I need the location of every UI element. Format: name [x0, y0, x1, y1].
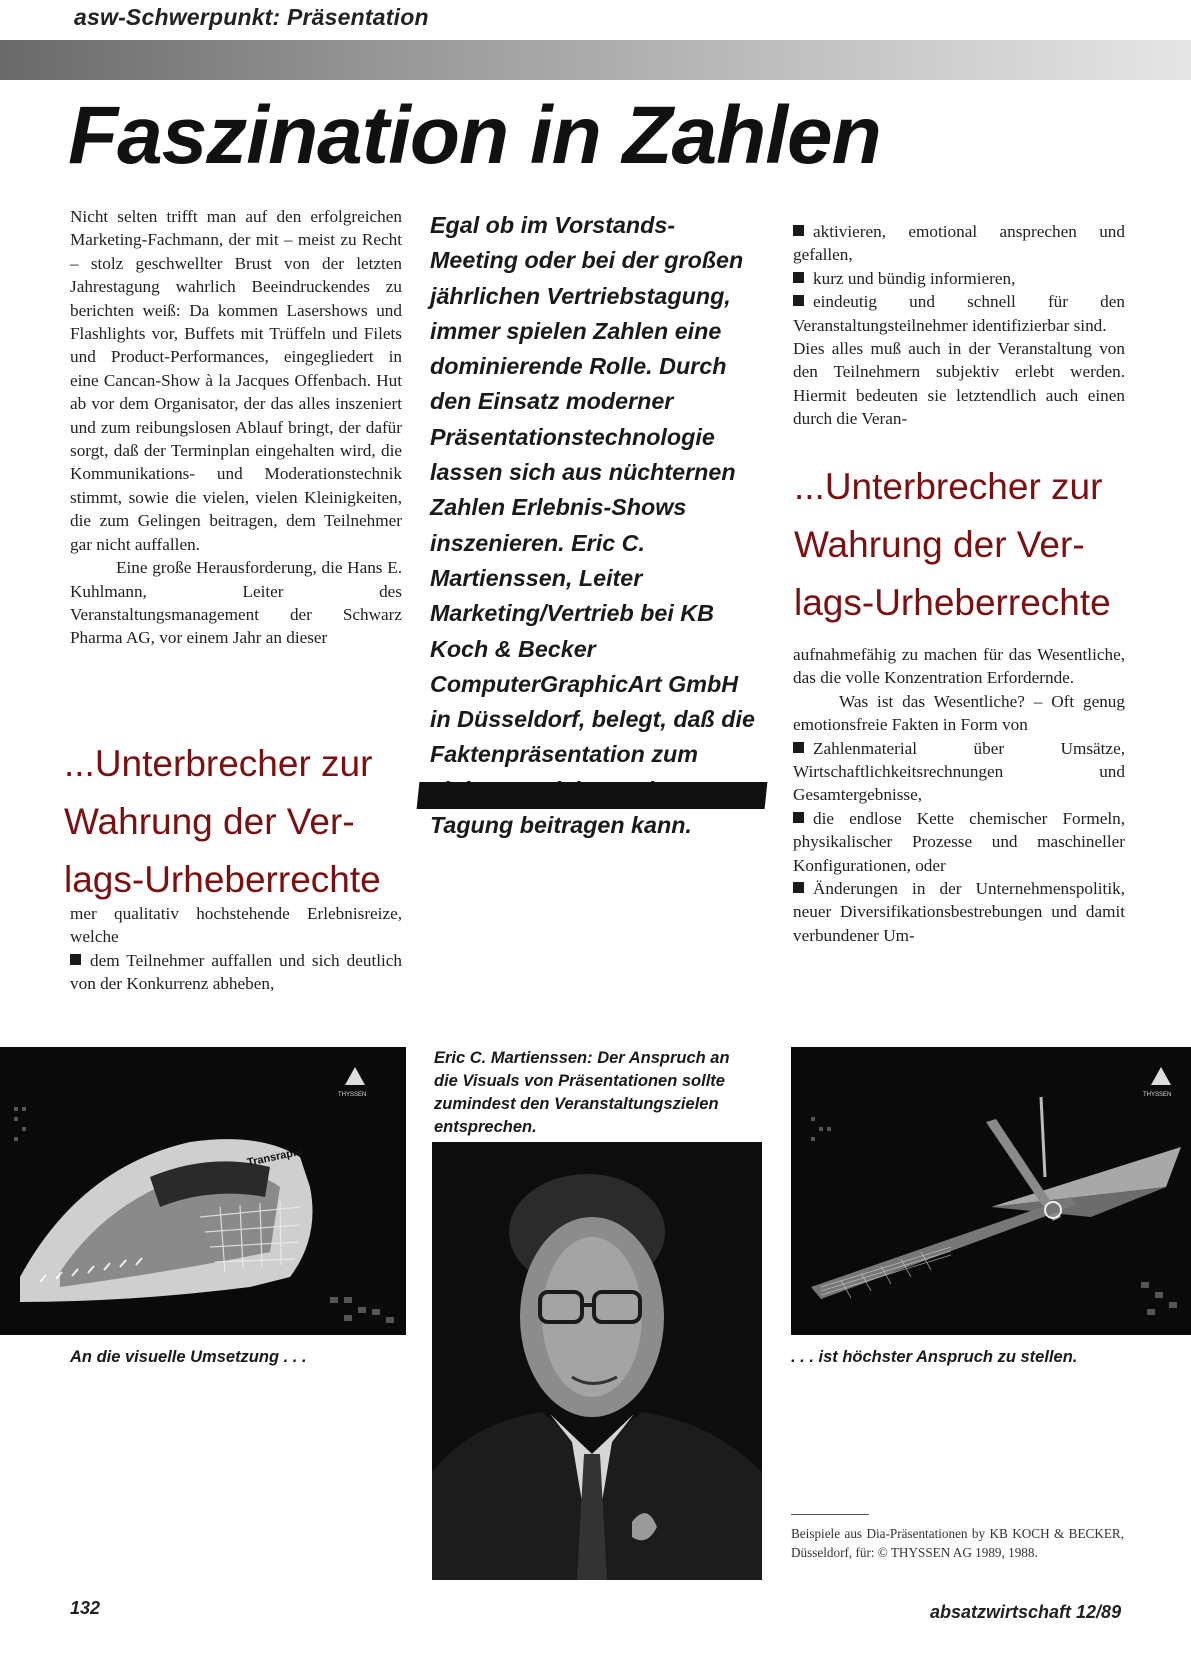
- col3-bullet-1: aktivieren, emotional ansprechen und gefallen,: [793, 222, 1125, 265]
- col3-paragraph-1: Dies alles muß auch in der Veranstaltung von den Teilnehmern subjektiv erlebt werden. Hiermit bedeuten sie letztendlich auch einen durch die Veran-: [793, 339, 1125, 429]
- col3-bullet-2: kurz und bündig informieren,: [793, 267, 1125, 290]
- image-credit: Beispiele aus Dia-Präsentationen by KB KOCH & BECKER, Düsseldorf, für: © THYSSEN AG 1989, 1988.: [791, 1526, 1124, 1560]
- section-kicker: asw-Schwerpunkt: Präsentation: [74, 4, 429, 30]
- portrait-caption: Eric C. Martienssen: Der Anspruch an die Visuals von Präsentationen sollte zumindest den Veranstaltungszielen entsprechen.: [434, 1049, 730, 1136]
- bullet-square-icon: [793, 225, 804, 236]
- transrapid-label: Transrapid: [246, 1145, 304, 1169]
- bullet-square-icon: [793, 812, 804, 823]
- magazine-issue: absatzwirtschaft 12/89: [930, 1602, 1122, 1622]
- abstract-illustration: [791, 1047, 1191, 1335]
- thyssen-logo-text: THYSSEN: [338, 1092, 367, 1098]
- abstract-slide-image: [791, 1047, 1191, 1335]
- transrapid-slide-image: [0, 1047, 406, 1335]
- col3-bullet-6: Änderungen in der Unternehmenspolitik, neuer Diversifikationsbestrebungen und damit verbundener Um-: [793, 879, 1125, 945]
- bullet-square-icon: [793, 742, 804, 753]
- col1-paragraph-1: Nicht selten trifft man auf den erfolgreichen Marketing-Fachmann, der mit – meist zu Recht – stolz geschwellter Brust von der letzten Jahrestagung wahrlich Beeindruckendes zu berichten weiß: Da kommen Lasershows und Flashlights vor, Buffets mit Trüffeln und Filets und Product-Performances, eingegliedert in eine Cancan-Show à la Jacques Offenbach. Hut ab vor dem Organisator, der das alles inszeniert und zum reibungslosen Ablauf bringt, der dafür sorgt, daß der Terminplan eingehalten wird, die Kommunikations- und Moderationstechnik stimmt, sowie die vielen, vielen Kleinigkeiten, die zum Gelingen beitragen, dem Teilnehmer gar nicht auffallen.: [70, 207, 402, 554]
- col1-paragraph-3: mer qualitativ hochstehende Erlebnisreize, welche: [70, 904, 402, 947]
- bullet-square-icon: [793, 882, 804, 893]
- thyssen-logo-text: THYSSEN: [1143, 1092, 1172, 1098]
- bullet-square-icon: [793, 272, 804, 283]
- col3-bullet-5: die endlose Kette chemischer Formeln, physikalischer Prozesse und maschineller Konfigurationen, oder: [793, 808, 1125, 875]
- col3-paragraph-3: Was ist das Wesentliche? – Oft genug emotionsfreie Fakten in Form von: [793, 691, 1125, 735]
- col3-bullet-3: eindeutig und schnell für den Veranstaltungsteilnehmer identifizierbar sind.: [793, 292, 1125, 335]
- column-1: [70, 205, 402, 650]
- article-title: Faszination in Zahlen: [68, 90, 881, 181]
- column-3: [793, 220, 1125, 431]
- right-image-caption: . . . ist höchster Anspruch zu stellen.: [791, 1348, 1078, 1366]
- column-3-continued: [793, 643, 1125, 947]
- col1-copyright-notice: [64, 735, 404, 909]
- portrait-photo: [432, 1142, 762, 1580]
- bullet-square-icon: [70, 954, 81, 965]
- bullet-square-icon: [793, 295, 804, 306]
- promo-line: lags-Urheberrechte: [794, 582, 1111, 623]
- promo-line: Wahrung der Ver-: [794, 524, 1085, 565]
- promo-line: lags-Urheberrechte: [64, 859, 381, 900]
- article-lead: Egal ob im Vorstands-Meeting oder bei der großen jährlichen Vertriebstagung, immer spielen Zahlen eine dominierende Rolle. Durch den Einsatz moderner Präsentationstechnologie lassen sich aus nüchternen Zahlen Erlebnis-Shows inszenieren. Eric C. Martienssen, Leiter Marketing/Vertrieb bei KB Koch & Becker ComputerGraphicArt GmbH in Düsseldorf, belegt, daß die Faktenpräsentation zum Tagung beitragen kann.: [430, 212, 755, 839]
- header-gradient-bar: [0, 40, 1191, 80]
- page-number: 132: [70, 1598, 101, 1618]
- credit-rule: [791, 1514, 869, 1515]
- column-1-continued: [70, 902, 402, 996]
- col1-bullet-1: dem Teilnehmer auffallen und sich deutlich von der Konkurrenz abheben,: [70, 950, 402, 994]
- col3-paragraph-2: aufnahmefähig zu machen für das Wesentliche, das die volle Konzentration Erfordernde.: [793, 645, 1125, 688]
- transrapid-illustration: [0, 1047, 406, 1335]
- col3-bullet-4: Zahlenmaterial über Umsätze, Wirtschaftlichkeitsrechnungen und Gesamtergebnisse,: [793, 738, 1125, 805]
- col1-paragraph-2: Eine große Herausforderung, die Hans E. Kuhlmann, Leiter des Veranstaltungsmanagement der Schwarz Pharma AG, vor einem Jahr an dieser: [70, 558, 402, 648]
- promo-line: ...Unterbrecher zur: [794, 466, 1103, 507]
- lead-underline-bar: [417, 782, 768, 809]
- promo-line: ...Unterbrecher zur: [64, 743, 373, 784]
- portrait-illustration: [432, 1142, 762, 1580]
- left-image-caption: An die visuelle Umsetzung . . .: [70, 1348, 307, 1366]
- col3-copyright-notice: [794, 458, 1134, 632]
- promo-line: Wahrung der Ver-: [64, 801, 355, 842]
